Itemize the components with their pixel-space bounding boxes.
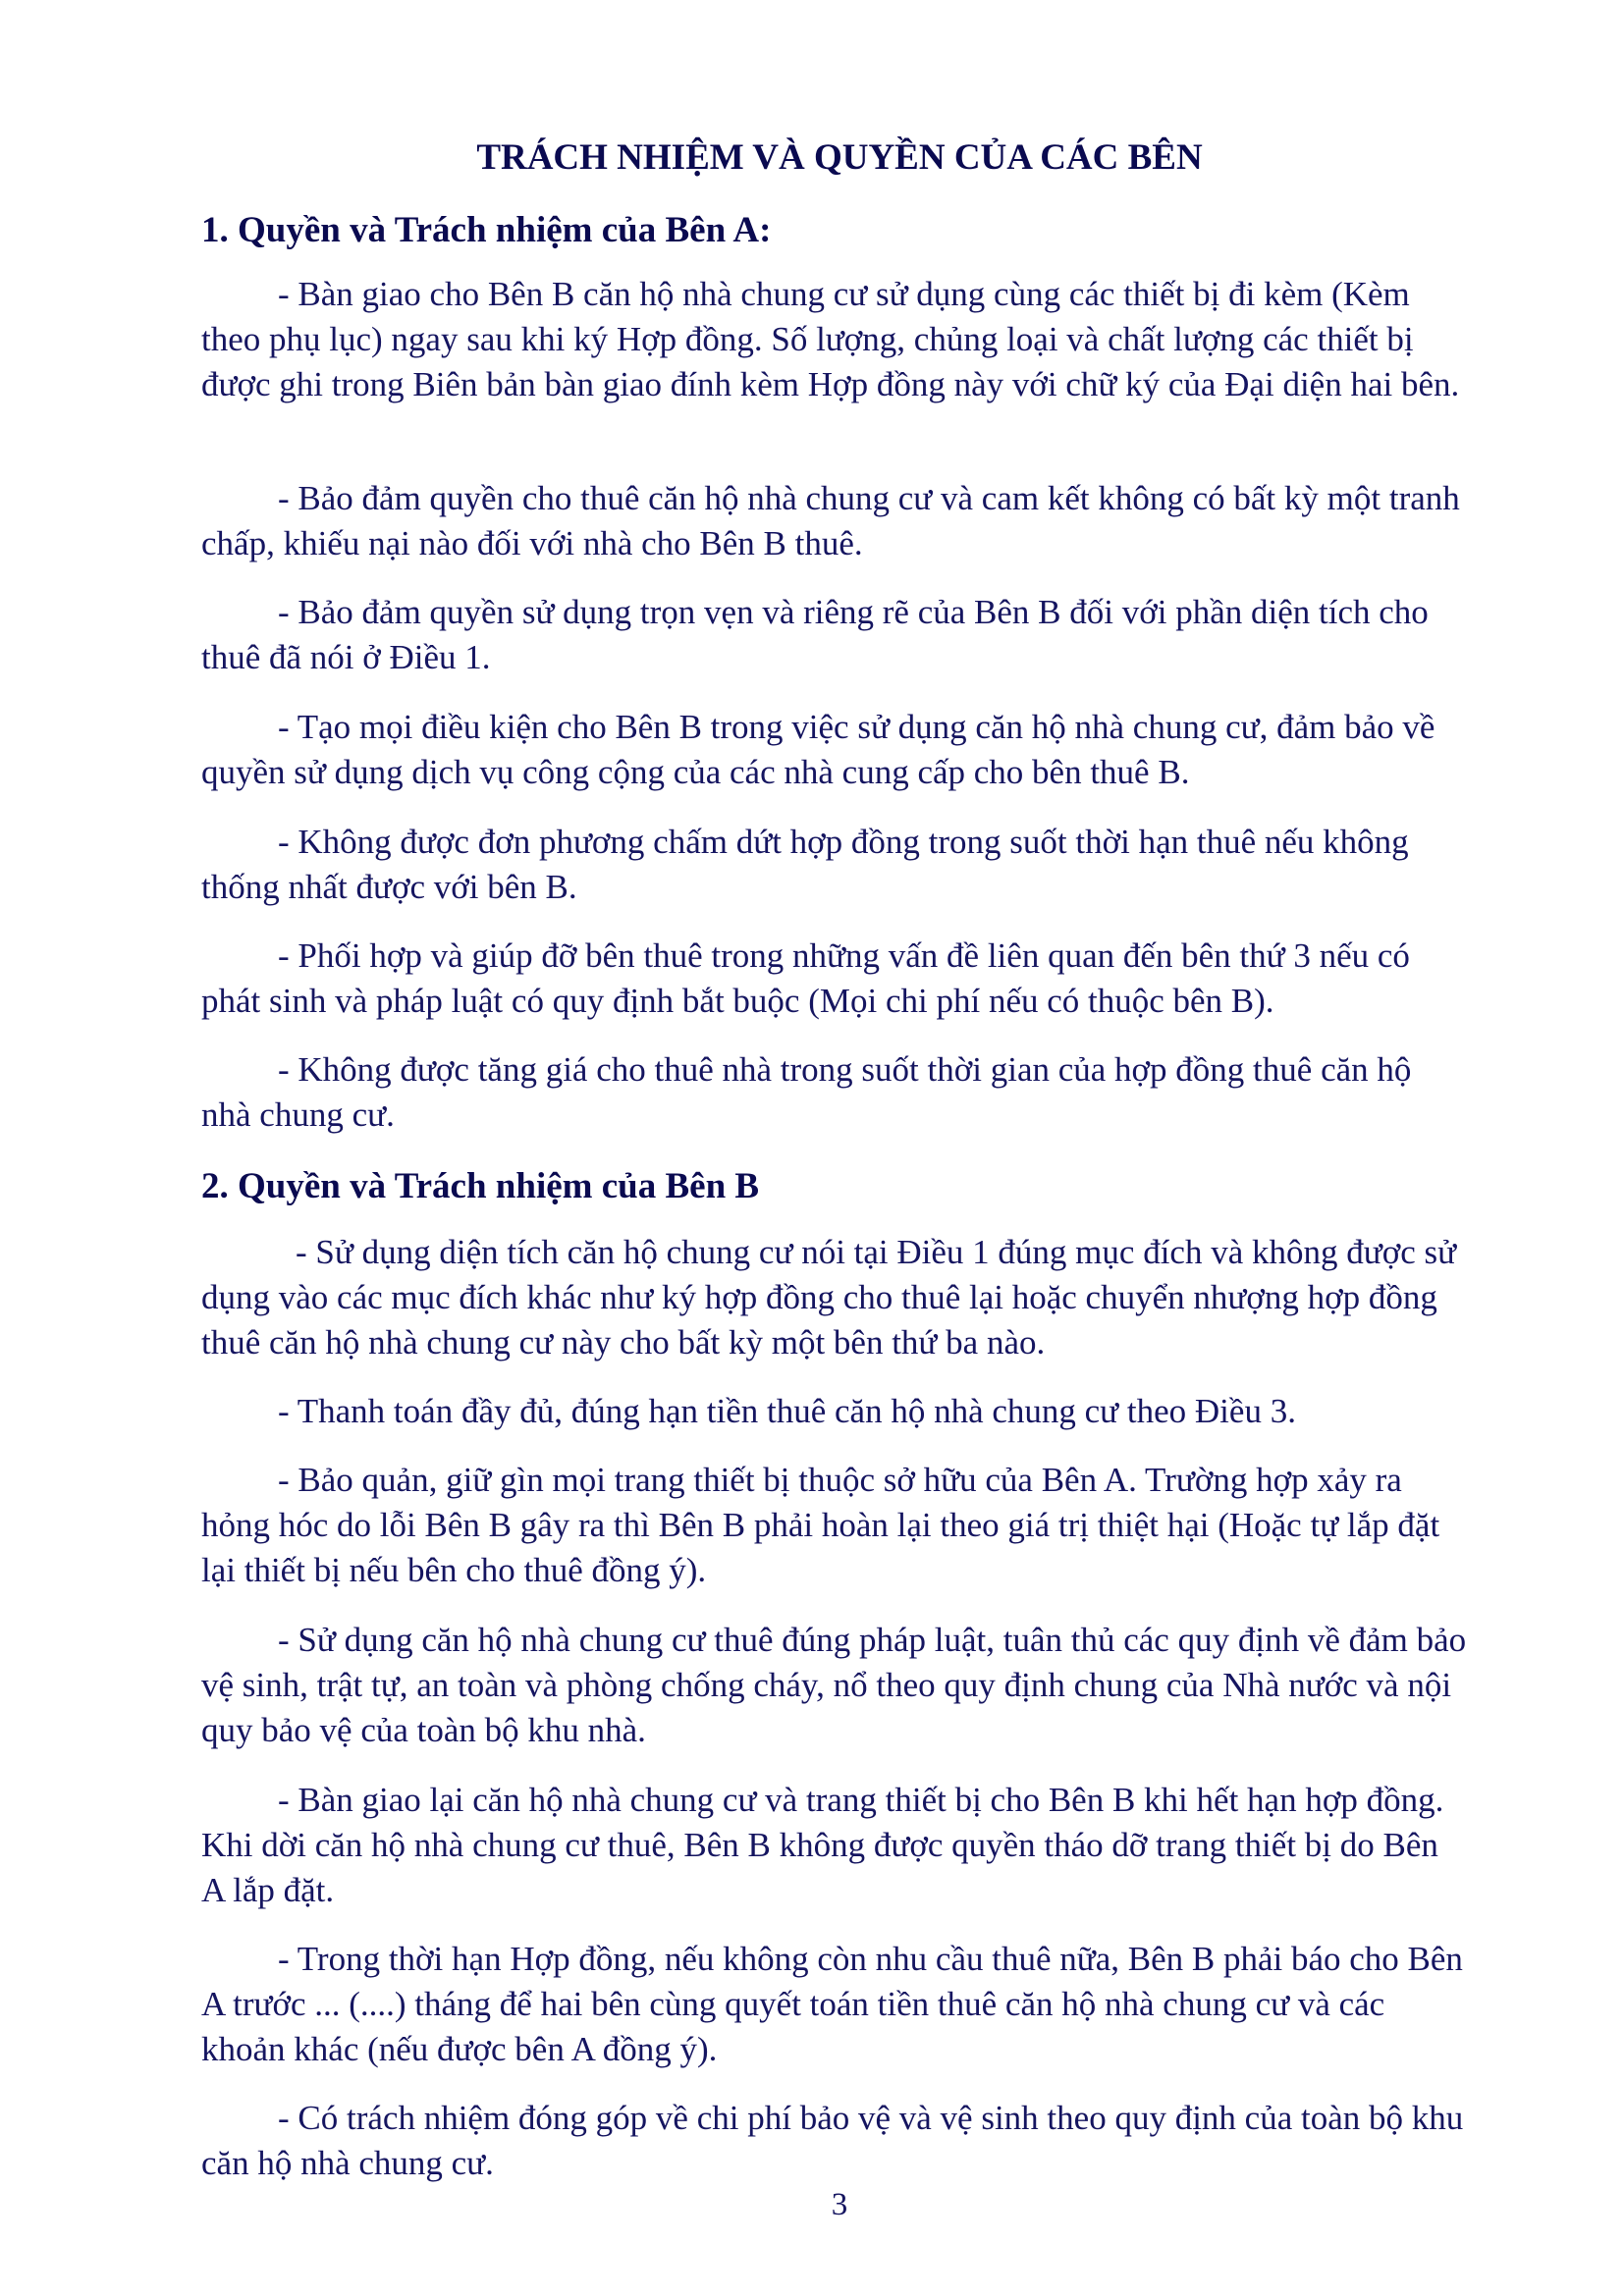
section-a-paragraph-2: - Bảo đảm quyền cho thuê căn hộ nhà chung cư và cam kết không có bất kỳ một tranh chấp, khiếu nại nào đối với nhà cho Bên B thuê. <box>201 479 1460 562</box>
section-b-paragraph-5: - Bàn giao lại căn hộ nhà chung cư và trang thiết bị cho Bên B khi hết hạn hợp đồng. Khi dời căn hộ nhà chung cư thuê, Bên B không được quyền tháo dỡ trang thiết bị do Bên A lắp đặt. <box>201 1781 1444 1909</box>
section-a-paragraph-7: - Không được tăng giá cho thuê nhà trong suốt thời gian của hợp đồng thuê căn hộ nhà chung cư. <box>201 1050 1412 1134</box>
section-b-paragraph-2: - Thanh toán đầy đủ, đúng hạn tiền thuê căn hộ nhà chung cư theo Điều 3. <box>278 1392 1296 1430</box>
section-b-paragraph-1: - Sử dụng diện tích căn hộ chung cư nói tại Điều 1 đúng mục đích và không được sử dụng vào các mục đích khác như ký hợp đồng cho thuê lại hoặc chuyển nhượng hợp đồng thuê căn hộ nhà chung cư này cho bất kỳ một bên thứ ba nào. <box>201 1233 1457 1362</box>
section-a-heading: 1. Quyền và Trách nhiệm của Bên A: <box>201 210 772 250</box>
document-title: TRÁCH NHIỆM VÀ QUYỀN CỦA CÁC BÊN <box>476 137 1203 178</box>
section-a-paragraph-3: - Bảo đảm quyền sử dụng trọn vẹn và riêng rẽ của Bên B đối với phần diện tích cho thuê đã nói ở Điều 1. <box>201 593 1429 676</box>
section-a-paragraph-4: - Tạo mọi điều kiện cho Bên B trong việc sử dụng căn hộ nhà chung cư, đảm bảo về quyền sử dụng dịch vụ công cộng của các nhà cung cấp cho bên thuê B. <box>201 708 1435 791</box>
section-b-paragraph-6: - Trong thời hạn Hợp đồng, nếu không còn nhu cầu thuê nữa, Bên B phải báo cho Bên A trước ... (....) tháng để hai bên cùng quyết toán tiền thuê căn hộ nhà chung cư và các khoản khác (nếu được bên A đồng ý). <box>201 1940 1463 2068</box>
section-b-paragraph-3: - Bảo quản, giữ gìn mọi trang thiết bị thuộc sở hữu của Bên A. Trường hợp xảy ra hỏng hóc do lỗi Bên B gây ra thì Bên B phải hoàn lại theo giá trị thiệt hại (Hoặc tự lắp đặt lại thiết bị nếu bên cho thuê đồng ý). <box>201 1461 1440 1589</box>
page-number: 3 <box>831 2187 848 2222</box>
section-a-paragraph-5: - Không được đơn phương chấm dứt hợp đồng trong suốt thời hạn thuê nếu không thống nhất được với bên B. <box>201 823 1409 906</box>
section-a-paragraph-6: - Phối hợp và giúp đỡ bên thuê trong những vấn đề liên quan đến bên thứ 3 nếu có phát sinh và pháp luật có quy định bắt buộc (Mọi chi phí nếu có thuộc bên B). <box>201 936 1410 1020</box>
section-b-paragraph-4: - Sử dụng căn hộ nhà chung cư thuê đúng pháp luật, tuân thủ các quy định về đảm bảo vệ sinh, trật tự, an toàn và phòng chống cháy, nổ theo quy định chung của Nhà nước và nội quy bảo vệ của toàn bộ khu nhà. <box>201 1621 1467 1749</box>
section-a-paragraph-1: - Bàn giao cho Bên B căn hộ nhà chung cư sử dụng cùng các thiết bị đi kèm (Kèm theo phụ lục) ngay sau khi ký Hợp đồng. Số lượng, chủng loại và chất lượng các thiết bị được ghi trong Biên bản bàn giao đính kèm Hợp đồng này với chữ ký của Đại diện hai bên. <box>201 275 1460 403</box>
section-b-heading: 2. Quyền và Trách nhiệm của Bên B <box>201 1166 760 1206</box>
section-b-paragraph-7: - Có trách nhiệm đóng góp về chi phí bảo vệ và vệ sinh theo quy định của toàn bộ khu căn hộ nhà chung cư. <box>201 2099 1464 2182</box>
